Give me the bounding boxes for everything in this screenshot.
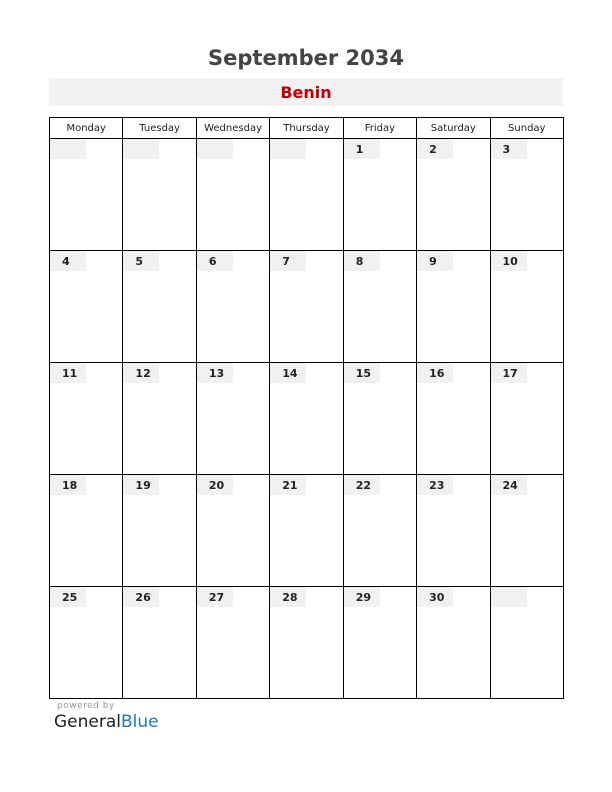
week-row xyxy=(50,587,564,699)
day-number: 20 xyxy=(197,475,233,495)
weekday-sunday: Sunday xyxy=(490,118,563,139)
day-number: 19 xyxy=(123,475,159,495)
day-cell[interactable] xyxy=(123,363,196,475)
empty-day-cell xyxy=(196,139,269,251)
day-cell[interactable] xyxy=(343,251,416,363)
day-number: 27 xyxy=(197,587,233,607)
generalblue-logo[interactable] xyxy=(54,712,159,732)
day-number xyxy=(270,139,306,159)
day-cell[interactable] xyxy=(123,251,196,363)
day-cell[interactable] xyxy=(343,587,416,699)
day-number: 22 xyxy=(344,475,380,495)
weekday-monday: Monday xyxy=(50,118,123,139)
day-cell[interactable] xyxy=(196,475,269,587)
day-cell[interactable] xyxy=(490,251,563,363)
day-cell[interactable] xyxy=(343,363,416,475)
day-cell[interactable] xyxy=(417,251,490,363)
day-number: 12 xyxy=(123,363,159,383)
day-cell[interactable] xyxy=(50,363,123,475)
weekday-tuesday: Tuesday xyxy=(123,118,196,139)
page-title: September 2034 xyxy=(208,46,404,70)
day-number xyxy=(123,139,159,159)
empty-day-cell xyxy=(123,139,196,251)
day-number: 7 xyxy=(270,251,306,271)
week-row xyxy=(50,363,564,475)
calendar-grid xyxy=(49,117,564,699)
weekday-saturday: Saturday xyxy=(417,118,490,139)
empty-day-cell xyxy=(270,139,343,251)
day-number xyxy=(197,139,233,159)
day-number: 29 xyxy=(344,587,380,607)
brand-general: General xyxy=(54,712,121,732)
day-number: 6 xyxy=(197,251,233,271)
day-number: 5 xyxy=(123,251,159,271)
day-number xyxy=(50,139,86,159)
weekday-header-row xyxy=(50,118,564,139)
day-number: 10 xyxy=(491,251,527,271)
day-number: 18 xyxy=(50,475,86,495)
day-cell[interactable] xyxy=(270,251,343,363)
week-row xyxy=(50,475,564,587)
day-number: 25 xyxy=(50,587,86,607)
day-cell[interactable] xyxy=(123,475,196,587)
empty-day-cell xyxy=(50,139,123,251)
day-number: 14 xyxy=(270,363,306,383)
day-number: 3 xyxy=(491,139,527,159)
weekday-wednesday: Wednesday xyxy=(196,118,269,139)
day-number: 13 xyxy=(197,363,233,383)
day-cell[interactable] xyxy=(270,587,343,699)
day-number: 26 xyxy=(123,587,159,607)
day-number: 1 xyxy=(344,139,380,159)
country-banner xyxy=(49,78,563,106)
day-cell[interactable] xyxy=(417,475,490,587)
day-number xyxy=(491,587,527,607)
powered-by-label: powered by xyxy=(57,701,115,711)
day-cell[interactable] xyxy=(343,475,416,587)
day-number: 8 xyxy=(344,251,380,271)
weekday-friday: Friday xyxy=(343,118,416,139)
day-number: 24 xyxy=(491,475,527,495)
day-cell[interactable] xyxy=(270,363,343,475)
day-number: 16 xyxy=(417,363,453,383)
day-cell[interactable] xyxy=(196,363,269,475)
day-cell[interactable] xyxy=(343,139,416,251)
day-number: 17 xyxy=(491,363,527,383)
week-row xyxy=(50,139,564,251)
day-number: 28 xyxy=(270,587,306,607)
day-number: 21 xyxy=(270,475,306,495)
day-number: 2 xyxy=(417,139,453,159)
day-cell[interactable] xyxy=(490,139,563,251)
day-number: 30 xyxy=(417,587,453,607)
day-cell[interactable] xyxy=(417,587,490,699)
day-cell[interactable] xyxy=(50,475,123,587)
brand-blue: Blue xyxy=(121,712,159,732)
weekday-thursday: Thursday xyxy=(270,118,343,139)
empty-day-cell xyxy=(490,587,563,699)
day-number: 23 xyxy=(417,475,453,495)
country-name: Benin xyxy=(280,83,332,102)
week-row xyxy=(50,251,564,363)
day-number: 11 xyxy=(50,363,86,383)
day-number: 9 xyxy=(417,251,453,271)
day-cell[interactable] xyxy=(417,139,490,251)
day-cell[interactable] xyxy=(50,251,123,363)
day-cell[interactable] xyxy=(123,587,196,699)
day-cell[interactable] xyxy=(270,475,343,587)
day-cell[interactable] xyxy=(196,251,269,363)
day-cell[interactable] xyxy=(50,587,123,699)
day-cell[interactable] xyxy=(196,587,269,699)
day-number: 15 xyxy=(344,363,380,383)
day-cell[interactable] xyxy=(490,475,563,587)
day-number: 4 xyxy=(50,251,86,271)
day-cell[interactable] xyxy=(417,363,490,475)
day-cell[interactable] xyxy=(490,363,563,475)
